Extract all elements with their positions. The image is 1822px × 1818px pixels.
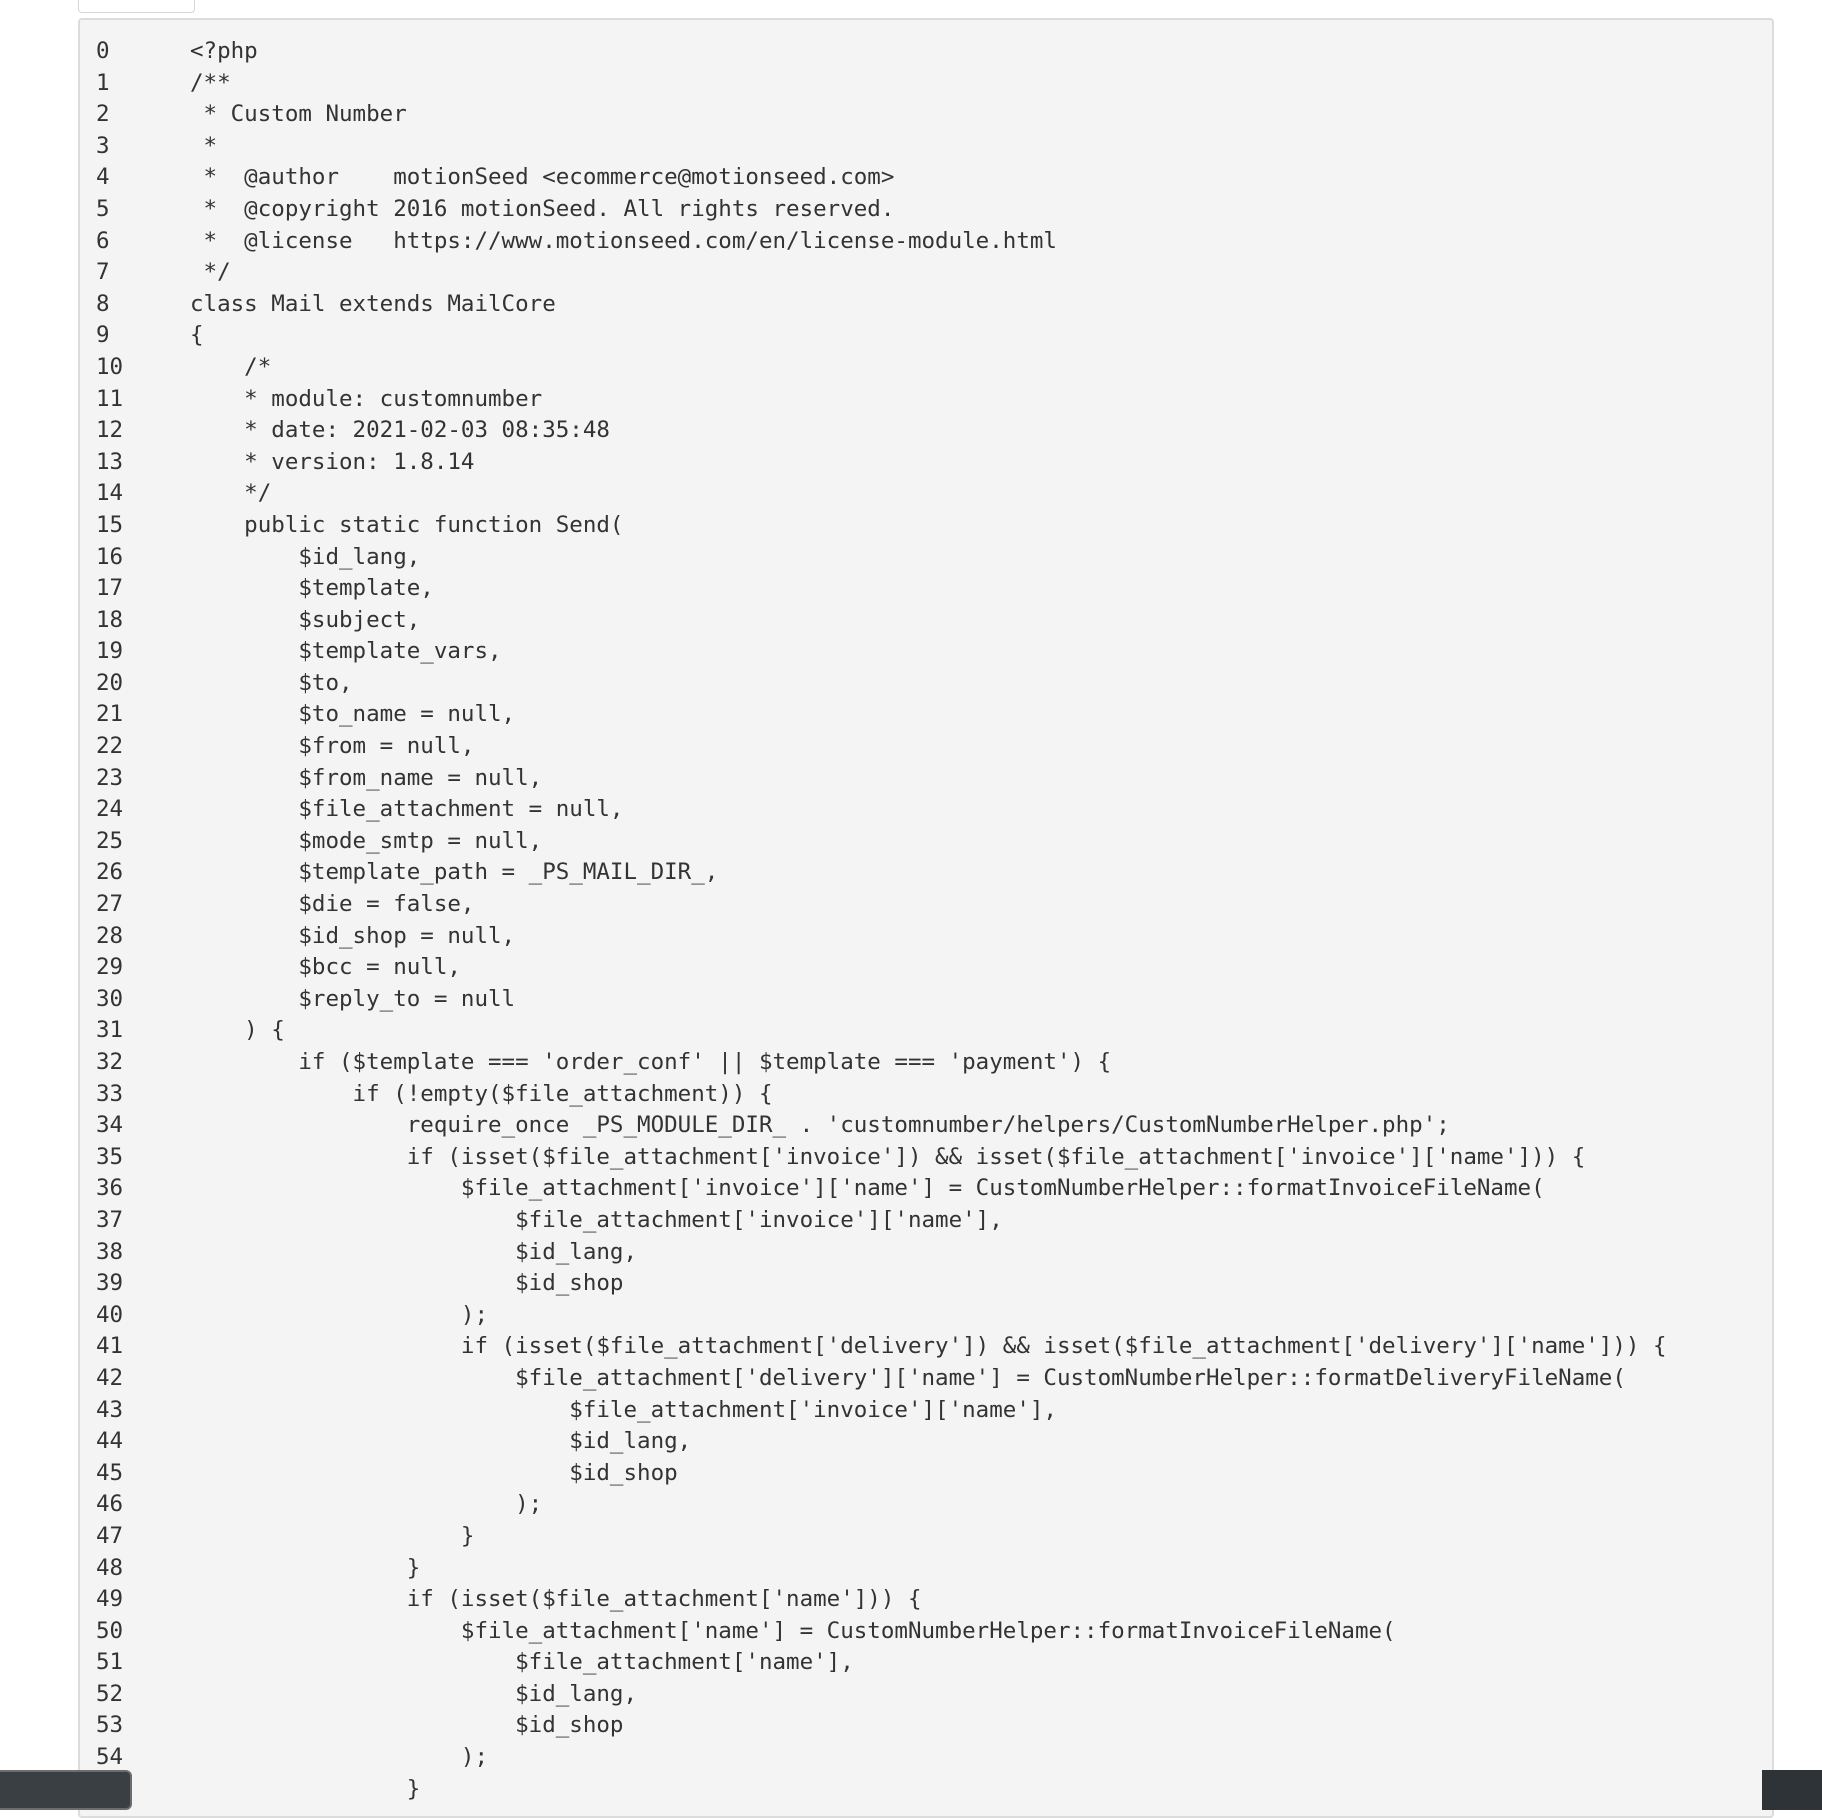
line-code: } xyxy=(190,1775,421,1802)
line-number: 48 xyxy=(96,1554,124,1581)
line-number: 7 xyxy=(96,259,110,286)
line-number: 13 xyxy=(96,448,124,475)
line-number: 14 xyxy=(96,480,124,507)
line-code: <?php xyxy=(190,38,258,64)
line-number: 2 xyxy=(96,101,110,128)
line-number: 4 xyxy=(96,164,110,191)
line-code: * Custom Number xyxy=(190,101,407,128)
line-number: 27 xyxy=(96,891,124,918)
line-number: 9 xyxy=(96,322,110,349)
line-code: ); xyxy=(190,1744,489,1771)
line-code: if (isset($file_attachment['invoice']) && isset($file_attachment['invoice']['name'])) { xyxy=(190,1143,1586,1170)
line-number: 11 xyxy=(96,385,124,412)
line-number: 49 xyxy=(96,1586,124,1613)
line-code: ); xyxy=(190,1301,489,1328)
line-code: if (!empty($file_attachment)) { xyxy=(190,1080,773,1107)
line-number: 38 xyxy=(96,1238,124,1265)
line-code: * @copyright 2016 motionSeed. All rights reserved. xyxy=(190,195,895,222)
line-code: } xyxy=(190,1554,421,1581)
line-code: * module: customnumber xyxy=(190,385,543,412)
line-code: $from_name = null, xyxy=(190,764,543,791)
line-code: $bcc = null, xyxy=(190,954,461,981)
line-code: ) { xyxy=(190,1017,285,1044)
line-code: public static function Send( xyxy=(190,511,624,538)
line-code: * version: 1.8.14 xyxy=(190,448,475,475)
line-code: $id_shop xyxy=(190,1712,624,1739)
line-number: 44 xyxy=(96,1428,124,1455)
bottom-right-panel xyxy=(1762,1770,1822,1810)
line-code: { xyxy=(190,322,204,349)
line-code: * @author motionSeed <ecommerce@motionseed.com> xyxy=(190,164,895,191)
line-number: 28 xyxy=(96,922,124,949)
line-code: $file_attachment['invoice']['name'], xyxy=(190,1206,1003,1233)
line-number: 15 xyxy=(96,511,124,538)
line-number: 51 xyxy=(96,1649,124,1676)
line-code: $template_path = _PS_MAIL_DIR_, xyxy=(190,859,719,886)
line-number: 0 xyxy=(96,38,110,64)
line-number: 12 xyxy=(96,417,124,444)
line-code: $reply_to = null xyxy=(190,985,516,1012)
line-code: */ xyxy=(190,259,231,286)
line-number: 32 xyxy=(96,1049,124,1075)
line-number: 42 xyxy=(96,1364,124,1391)
top-tab[interactable] xyxy=(78,0,195,13)
line-code: $template_vars, xyxy=(190,638,502,665)
line-code: /* xyxy=(190,353,272,380)
line-number: 19 xyxy=(96,638,124,665)
line-number: 41 xyxy=(96,1333,124,1360)
line-number: 16 xyxy=(96,543,124,570)
line-code: $subject, xyxy=(190,606,421,633)
line-code: $file_attachment['name'], xyxy=(190,1649,854,1676)
line-code: $id_lang, xyxy=(190,1428,692,1455)
line-code: $id_shop xyxy=(190,1459,678,1486)
line-code: ); xyxy=(190,1491,543,1518)
line-code: $template, xyxy=(190,575,434,602)
line-number: 23 xyxy=(96,764,124,791)
line-number: 40 xyxy=(96,1301,124,1328)
line-number: 21 xyxy=(96,701,124,728)
line-code: $mode_smtp = null, xyxy=(190,827,543,854)
line-number: 10 xyxy=(96,353,124,380)
line-code: $file_attachment['delivery']['name'] = CustomNumberHelper::formatDeliveryFileName( xyxy=(190,1364,1626,1391)
line-code: if (isset($file_attachment['name'])) { xyxy=(190,1586,922,1613)
line-number: 39 xyxy=(96,1270,124,1297)
line-number: 34 xyxy=(96,1112,124,1139)
line-number: 54 xyxy=(96,1744,124,1771)
line-number: 47 xyxy=(96,1522,124,1549)
line-code: if (isset($file_attachment['delivery']) && isset($file_attachment['delivery']['name'])) { xyxy=(190,1333,1667,1360)
line-number: 22 xyxy=(96,733,124,760)
line-code: */ xyxy=(190,480,272,507)
line-number: 24 xyxy=(96,796,124,823)
line-number: 3 xyxy=(96,132,110,159)
line-number: 1 xyxy=(96,69,110,96)
line-number: 31 xyxy=(96,1017,124,1044)
line-code: $file_attachment['name'] = CustomNumberHelper::formatInvoiceFileName( xyxy=(190,1617,1396,1644)
line-number: 26 xyxy=(96,859,124,886)
line-code: /** xyxy=(190,69,231,96)
line-code: if ($template === 'order_conf' || $template === 'payment') { xyxy=(190,1049,1112,1075)
line-number: 30 xyxy=(96,985,124,1012)
line-number: 20 xyxy=(96,669,124,696)
line-number: 35 xyxy=(96,1143,124,1170)
line-number: 37 xyxy=(96,1206,124,1233)
line-code: $to, xyxy=(190,669,353,696)
line-number: 5 xyxy=(96,195,110,222)
line-code: require_once _PS_MODULE_DIR_ . 'customnumber/helpers/CustomNumberHelper.php'; xyxy=(190,1112,1450,1139)
line-number: 33 xyxy=(96,1080,124,1107)
line-number: 8 xyxy=(96,290,110,317)
line-number: 18 xyxy=(96,606,124,633)
line-code: class Mail extends MailCore xyxy=(190,290,556,317)
line-code: $id_lang, xyxy=(190,1238,638,1265)
line-number: 52 xyxy=(96,1680,124,1707)
line-number: 6 xyxy=(96,227,110,254)
line-code: $file_attachment = null, xyxy=(190,796,624,823)
line-code: $file_attachment['invoice']['name'] = CustomNumberHelper::formatInvoiceFileName( xyxy=(190,1175,1545,1202)
line-number: 36 xyxy=(96,1175,124,1202)
line-number: 17 xyxy=(96,575,124,602)
line-code: $id_shop = null, xyxy=(190,922,516,949)
line-number: 25 xyxy=(96,827,124,854)
line-code: $id_shop xyxy=(190,1270,624,1297)
line-code: $from = null, xyxy=(190,733,475,760)
line-code: $id_lang, xyxy=(190,1680,638,1707)
line-code: $die = false, xyxy=(190,891,475,918)
line-number: 29 xyxy=(96,954,124,981)
line-code: * xyxy=(190,132,218,159)
code-viewer xyxy=(78,18,1774,1818)
line-code: * @license https://www.motionseed.com/en/license-module.html xyxy=(190,227,1057,254)
line-number: 45 xyxy=(96,1459,124,1486)
line-number: 53 xyxy=(96,1712,124,1739)
line-code: $id_lang, xyxy=(190,543,421,570)
line-code: $file_attachment['invoice']['name'], xyxy=(190,1396,1057,1423)
line-number: 46 xyxy=(96,1491,124,1518)
line-code: * date: 2021-02-03 08:35:48 xyxy=(190,417,610,444)
line-number: 50 xyxy=(96,1617,124,1644)
bottom-left-tab[interactable] xyxy=(0,1770,132,1810)
line-code: $to_name = null, xyxy=(190,701,516,728)
line-number: 43 xyxy=(96,1396,124,1423)
line-code: } xyxy=(190,1522,475,1549)
